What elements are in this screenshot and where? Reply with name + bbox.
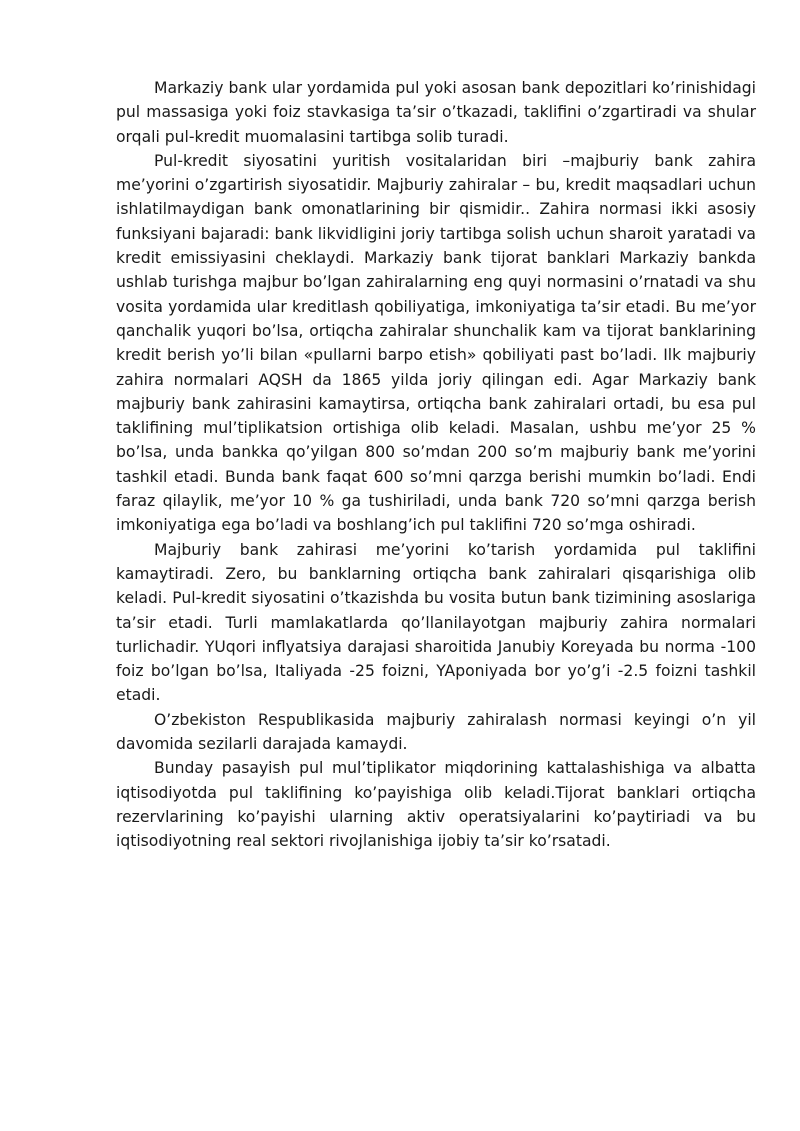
paragraph-5: Bunday pasayish pul mul’tiplikator miqdorining kattalashishiga va albatta iqtisodiyotda pul taklifining ko’payishiga olib keladi.Tijorat banklari ortiqcha rezervlarining ko’payishi ularning aktiv operatsiyalarini ko’paytiriadi va bu iqtisodiyotning real sektori rivojlanishiga ijobiy ta’sir ko’rsatadi.	[116, 759, 756, 851]
paragraph-2: Pul-kredit siyosatini yuritish vositalaridan biri –majburiy bank zahira me’yorini o’zgartirish siyosatidir. Majburiy zahiralar – bu, kredit maqsadlari uchun ishlatilmaydigan bank omonatlarining bir qismidir.. Zahira normasi ikki asosiy funksiyani bajaradi: bank likvidligini joriy tartibga solish uchun sharoit yaratadi va kredit emissiyasini cheklaydi. Markaziy bank tijorat banklari Markaziy bankda ushlab turishga majbur bo’lgan zahiralarning eng quyi normasini o’rnatadi va shu vosita yordamida ular kreditlash qobiliyatiga, imkoniyatiga ta’sir etadi. Bu me’yor qanchalik yuqori bo’lsa, ortiqcha zahiralar shunchalik kam va tijorat banklarining kredit berish yo’li bilan «pullarni barpo etish» qobiliyati past bo’ladi. Ilk majburiy zahira normalari AQSH da 1865 yilda joriy qilingan edi. Agar Markaziy bank majburiy bank zahirasini kamaytirsa, ortiqcha bank zahiralari ortadi, bu esa pul taklifining mul’tiplikatsion ortishiga olib keladi. Masalan, ushbu me’yor 25 % bo’lsa, unda bankka qo’yilgan 800 so’mdan 200 so’m majburiy bank me’yorini tashkil etadi. Bunda bank faqat 600 so’mni qarzga berishi mumkin bo’ladi. Endi faraz qilaylik, me’yor 10 % ga tushiriladi, unda bank 720 so’mni qarzga berish imkoniyatiga ega bo’ladi va boshlang’ich pul taklifini 720 so’mga oshiradi.	[116, 151, 756, 535]
document-page	[116, 76, 756, 854]
paragraph-4: O’zbekiston Respublikasida majburiy zahiralash normasi keyingi o’n yil davomida sezilarli darajada kamaydi.	[116, 710, 756, 754]
paragraph-1: Markaziy bank ular yordamida pul yoki asosan bank depozitlari ko’rinishidagi pul massasiga yoki foiz stavkasiga ta’sir o’tkazadi, taklifini o’zgartiradi va shular orqali pul-kredit muomalasini tartibga solib turadi.	[116, 79, 756, 146]
paragraph-3: Majburiy bank zahirasi me’yorini ko’tarish yordamida pul taklifini kamaytiradi. Zero, bu banklarning ortiqcha bank zahiralari qisqarishiga olib keladi. Pul-kredit siyosatini o’tkazishda bu vosita butun bank tizimining asoslariga ta’sir etadi. Turli mamlakatlarda qo’llanilayotgan majburiy zahira normalari turlichadir. YUqori inflyatsiya darajasi sharoitida Janubiy Koreyada bu norma -100 foiz bo’lgan bo’lsa, Italiyada -25 foizni, YAponiyada bor yo’g’i -2.5 foizni tashkil etadi.	[116, 540, 756, 705]
